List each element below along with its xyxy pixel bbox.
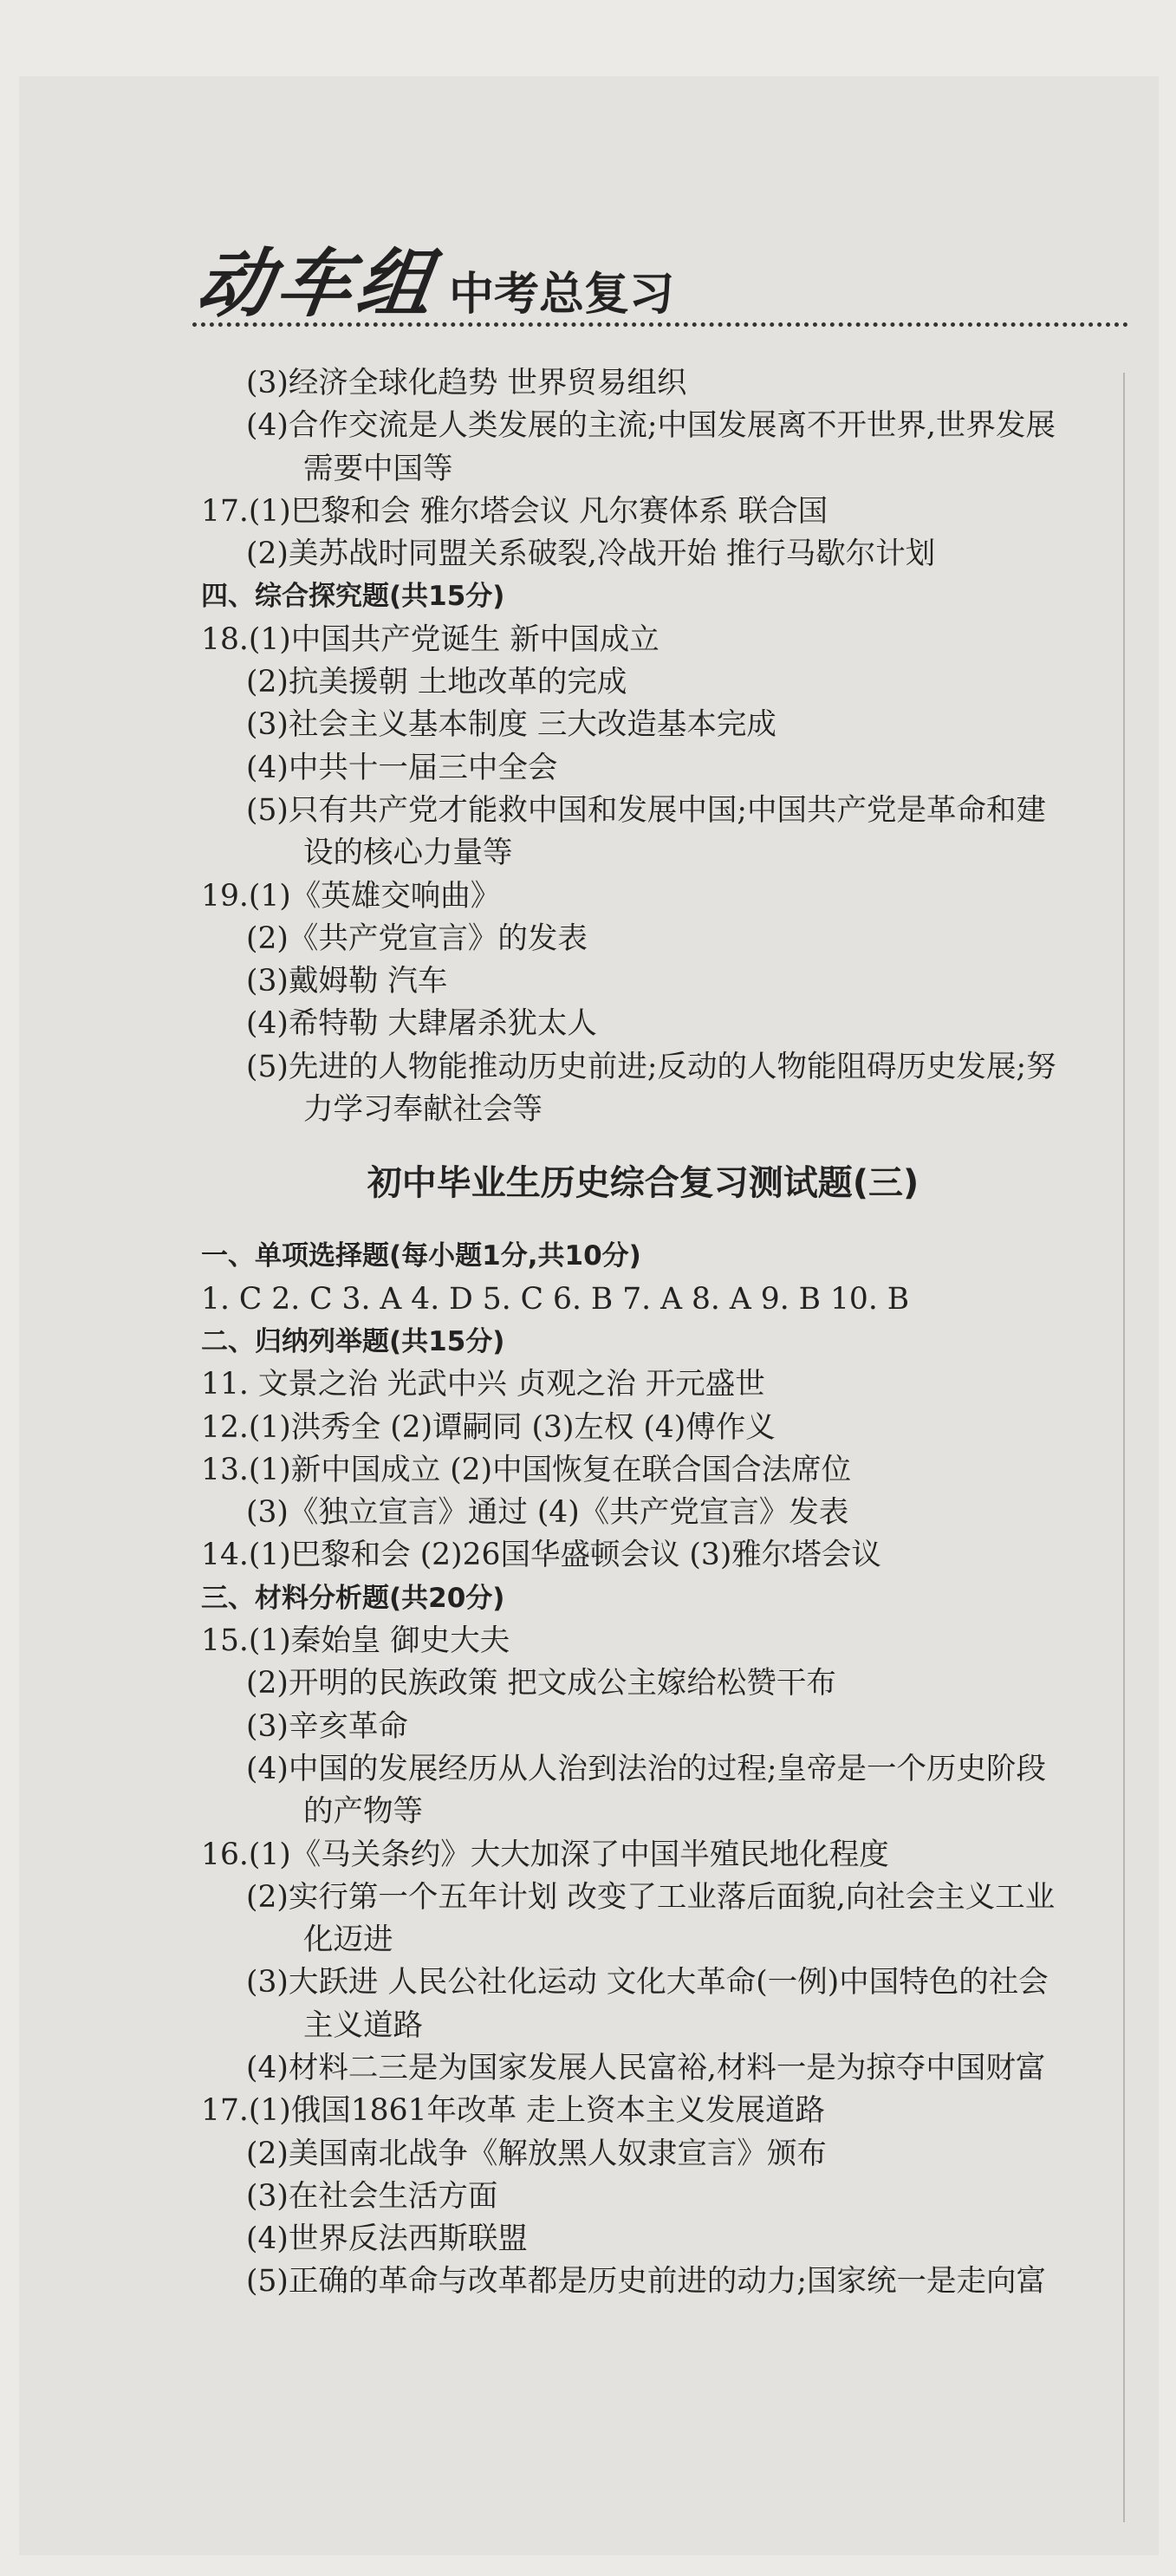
answer-line: (4)希特勒 大肆屠杀犹太人 — [246, 1006, 597, 1042]
answer-line: (4)合作交流是人类发展的主流;中国发展离不开世界,世界发展 — [246, 408, 1056, 444]
answer-line: (4)材料二三是为国家发展人民富裕,材料一是为掠夺中国财富 — [246, 2050, 1046, 2085]
answer-line: (5)先进的人物能推动历史前进;反动的人物能阻碍历史发展;努 — [246, 1049, 1056, 1084]
answer-line: 15.(1)秦始皇 御史大夫 — [201, 1623, 510, 1659]
answer-line: (4)世界反法西斯联盟 — [246, 2221, 528, 2257]
answer-line: (4)中共十一届三中全会 — [246, 750, 558, 785]
section-heading: 一、单项选择题(每小题1分,共10分) — [201, 1240, 641, 1272]
answer-line: 11. 文景之治 光武中兴 贞观之治 开元盛世 — [201, 1367, 765, 1402]
answer-line: 17.(1)巴黎和会 雅尔塔会议 凡尔赛体系 联合国 — [201, 493, 828, 529]
header-dotted-divider — [192, 322, 1128, 327]
answer-line: (5)正确的革命与改革都是历史前进的动力;国家统一是走向富 — [246, 2264, 1046, 2300]
answer-line: 1. C 2. C 3. A 4. D 5. C 6. B 7. A 8. A 9. B 10. B — [201, 1281, 910, 1317]
answer-line: 13.(1)新中国成立 (2)中国恢复在联合国合法席位 — [201, 1452, 852, 1487]
section-heading: 二、归纳列举题(共15分) — [201, 1325, 505, 1357]
section-heading: 四、综合探究题(共15分) — [201, 581, 505, 613]
test-title: 初中毕业生历史综合复习测试题(三) — [367, 1163, 919, 1204]
answer-line: (3)辛亥革命 — [246, 1708, 408, 1744]
page-header — [191, 240, 675, 328]
answer-content — [201, 362, 1120, 2304]
header-subtitle: 中考总复习 — [449, 268, 675, 321]
answer-line: 14.(1)巴黎和会 (2)26国华盛顿会议 (3)雅尔塔会议 — [201, 1538, 881, 1573]
brand-logo: 动车组 — [191, 240, 444, 328]
answer-line: (2)美国南北战争《解放黑人奴隶宣言》颁布 — [246, 2136, 827, 2171]
margin-line — [1123, 373, 1125, 2522]
answer-line: 主义道路 — [303, 2007, 423, 2043]
section-heading: 三、材料分析题(共20分) — [201, 1582, 505, 1614]
answer-line: 16.(1)《马关条约》大大加深了中国半殖民地化程度 — [201, 1837, 889, 1872]
answer-line: 的产物等 — [303, 1794, 423, 1830]
answer-line: (3)社会主义基本制度 三大改造基本完成 — [246, 707, 776, 743]
answer-line: (2)美苏战时同盟关系破裂,冷战开始 推行马歇尔计划 — [246, 537, 936, 572]
answer-line: (2)开明的民族政策 把文成公主嫁给松赞干布 — [246, 1666, 836, 1701]
answer-line: (4)中国的发展经历从人治到法治的过程;皇帝是一个历史阶段 — [246, 1751, 1046, 1786]
answer-line: (3)大跃进 人民公社化运动 文化大革命(一例)中国特色的社会 — [246, 1965, 1049, 2000]
answer-line: (3)在社会生活方面 — [246, 2178, 498, 2214]
answer-line: (3)戴姆勒 汽车 — [246, 964, 448, 999]
answer-line: 18.(1)中国共产党诞生 新中国成立 — [201, 621, 659, 657]
answer-line: 设的核心力量等 — [303, 836, 513, 871]
answer-line: (2)实行第一个五年计划 改变了工业落后面貌,向社会主义工业 — [246, 1879, 1056, 1915]
answer-line: 19.(1)《英雄交响曲》 — [201, 878, 501, 914]
answer-line: (5)只有共产党才能救中国和发展中国;中国共产党是革命和建 — [246, 792, 1046, 828]
answer-line: 17.(1)俄国1861年改革 走上资本主义发展道路 — [201, 2093, 826, 2129]
answer-line: 化迈进 — [303, 1922, 393, 1958]
answer-line: (3)经济全球化趋势 世界贸易组织 — [246, 366, 687, 400]
answer-line: 力学习奉献社会等 — [303, 1092, 543, 1128]
answer-line: (2)抗美援朝 土地改革的完成 — [246, 665, 627, 700]
answer-line: (3)《独立宣言》通过 (4)《共产党宣言》发表 — [246, 1495, 849, 1531]
answer-line: 需要中国等 — [303, 451, 453, 486]
answer-line: (2)《共产党宣言》的发表 — [246, 920, 588, 956]
answer-line: 12.(1)洪秀全 (2)谭嗣同 (3)左权 (4)傅作义 — [201, 1409, 776, 1445]
